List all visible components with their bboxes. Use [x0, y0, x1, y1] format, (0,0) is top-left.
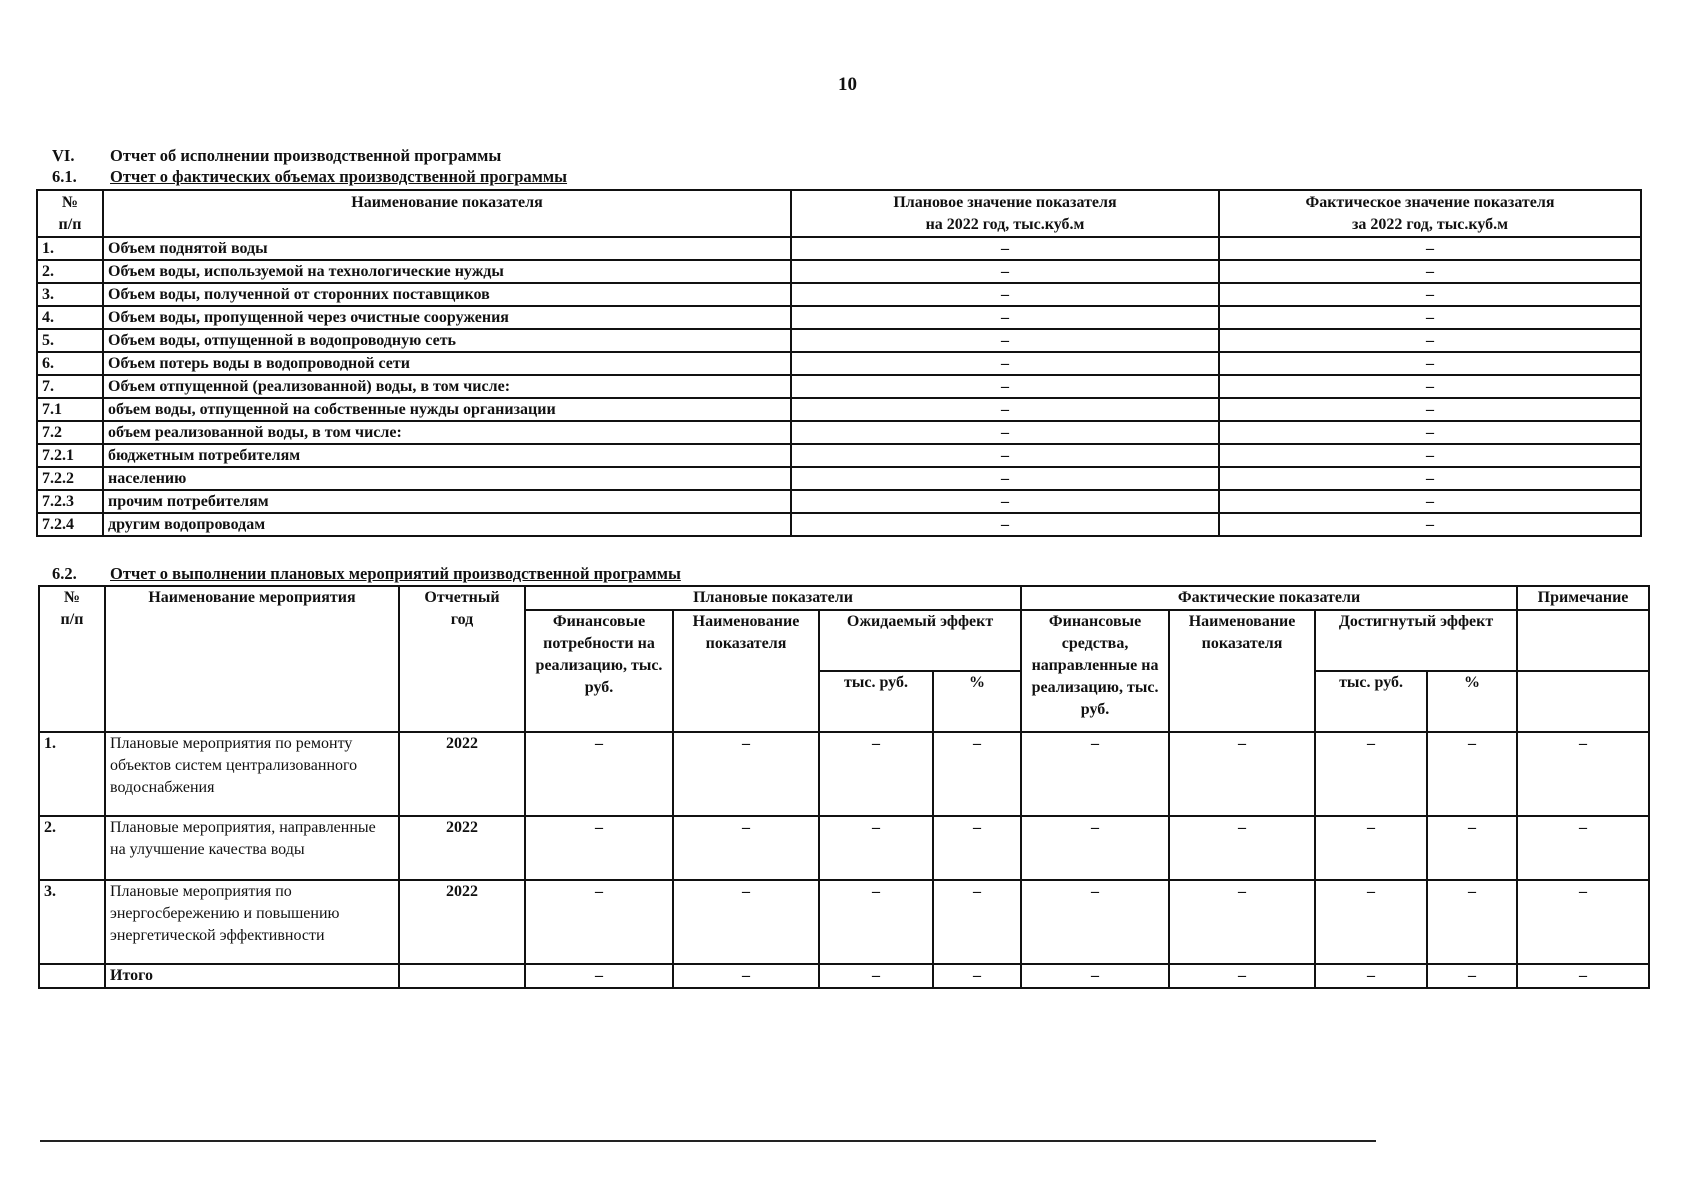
- row-fact-value: –: [1219, 260, 1641, 283]
- row-achieved-effect-pct: –: [1427, 816, 1517, 880]
- table-header-row: [37, 190, 1641, 237]
- row-fact-value: –: [1219, 490, 1641, 513]
- row-plan-value: –: [791, 375, 1219, 398]
- col-header-planned-indicators: Плановые показатели: [525, 586, 1021, 610]
- row-fact-indicator-name: –: [1169, 732, 1315, 816]
- row-number: 3.: [37, 283, 103, 306]
- table-row: [37, 421, 1641, 444]
- row-plan-indicator-name: –: [673, 880, 819, 964]
- row-fact-value: –: [1219, 513, 1641, 536]
- row-report-year: 2022: [399, 816, 525, 880]
- row-fact-financial-means: –: [1021, 816, 1169, 880]
- total-expected-effect-rub: –: [819, 964, 933, 988]
- table-row: [37, 329, 1641, 352]
- row-plan-value: –: [791, 306, 1219, 329]
- row-number: 7.: [37, 375, 103, 398]
- row-number: 7.2.2: [37, 467, 103, 490]
- row-plan-value: –: [791, 398, 1219, 421]
- col-header-number: [39, 586, 105, 732]
- row-plan-value: –: [791, 352, 1219, 375]
- row-plan-value: –: [791, 260, 1219, 283]
- col-header-fact-line1: Фактическое значение показателя: [1305, 194, 1555, 211]
- row-indicator-name: Объем поднятой воды: [103, 237, 791, 260]
- col-header-expected-effect-rub: тыс. руб.: [819, 671, 933, 732]
- total-plan-indicator-name: –: [673, 964, 819, 988]
- total-fact-financial-means: –: [1021, 964, 1169, 988]
- row-fact-value: –: [1219, 467, 1641, 490]
- row-report-year: 2022: [399, 732, 525, 816]
- row-indicator-name: Объем воды, отпущенной в водопроводную сеть: [103, 329, 791, 352]
- col-header-achieved-effect: Достигнутый эффект: [1315, 610, 1517, 671]
- row-fact-value: –: [1219, 237, 1641, 260]
- planned-measures-table: [38, 585, 1650, 989]
- col-header-fact-indicator-name: Наименование показателя: [1169, 610, 1315, 732]
- section-number: VI.: [52, 146, 75, 165]
- col-header-fact-line2: за 2022 год, тыс.куб.м: [1351, 216, 1509, 233]
- row-expected-effect-rub: –: [819, 816, 933, 880]
- row-measure-name: Плановые мероприятия, направленные на улучшение качества воды: [105, 816, 399, 880]
- table-row: [37, 375, 1641, 398]
- row-note: –: [1517, 732, 1649, 816]
- col-header-number-line2: п/п: [60, 611, 84, 628]
- row-indicator-name: Объем потерь воды в водопроводной сети: [103, 352, 791, 375]
- col-header-number: [37, 190, 103, 237]
- row-plan-financial-needs: –: [525, 732, 673, 816]
- row-fact-value: –: [1219, 421, 1641, 444]
- row-fact-financial-means: –: [1021, 880, 1169, 964]
- row-expected-effect-pct: –: [933, 732, 1021, 816]
- table-row: [39, 816, 1649, 880]
- row-plan-value: –: [791, 237, 1219, 260]
- total-number-empty: [39, 964, 105, 988]
- footer-rule: [40, 1140, 1376, 1142]
- section-title: Отчет об исполнении производственной программы: [110, 146, 502, 165]
- row-fact-financial-means: –: [1021, 732, 1169, 816]
- subsection-title-2: Отчет о выполнении плановых мероприятий производственной программы: [110, 564, 681, 583]
- row-indicator-name: прочим потребителям: [103, 490, 791, 513]
- row-plan-value: –: [791, 283, 1219, 306]
- row-indicator-name: Объем воды, пропущенной через очистные сооружения: [103, 306, 791, 329]
- col-header-note-empty: [1517, 610, 1649, 671]
- row-indicator-name: бюджетным потребителям: [103, 444, 791, 467]
- col-header-plan-line1: Плановое значение показателя: [893, 194, 1117, 211]
- col-header-year-line2: год: [450, 611, 474, 628]
- row-fact-value: –: [1219, 283, 1641, 306]
- subsection-heading-2: [52, 564, 681, 584]
- row-plan-value: –: [791, 329, 1219, 352]
- row-plan-financial-needs: –: [525, 880, 673, 964]
- row-fact-value: –: [1219, 444, 1641, 467]
- col-header-plan-financial-needs: Финансовые потребности на реализацию, тыс. руб.: [525, 610, 673, 732]
- row-plan-value: –: [791, 421, 1219, 444]
- row-fact-value: –: [1219, 329, 1641, 352]
- row-indicator-name: объем реализованной воды, в том числе:: [103, 421, 791, 444]
- total-achieved-effect-pct: –: [1427, 964, 1517, 988]
- row-report-year: 2022: [399, 880, 525, 964]
- page-number: 10: [838, 74, 857, 95]
- table-total-row: [39, 964, 1649, 988]
- col-header-year-line1: Отчетный: [424, 589, 500, 606]
- total-fact-indicator-name: –: [1169, 964, 1315, 988]
- col-header-plan-line2: на 2022 год, тыс.куб.м: [925, 216, 1085, 233]
- total-label: Итого: [105, 964, 399, 988]
- row-indicator-name: объем воды, отпущенной на собственные нужды организации: [103, 398, 791, 421]
- row-fact-value: –: [1219, 352, 1641, 375]
- section-heading: [52, 146, 501, 166]
- row-expected-effect-pct: –: [933, 880, 1021, 964]
- col-header-achieved-effect-rub: тыс. руб.: [1315, 671, 1427, 732]
- table-row: [39, 880, 1649, 964]
- table-row: [37, 260, 1641, 283]
- total-note: –: [1517, 964, 1649, 988]
- row-plan-value: –: [791, 513, 1219, 536]
- total-year-empty: [399, 964, 525, 988]
- col-header-expected-effect-pct: %: [933, 671, 1021, 732]
- col-header-plan-indicator-name: Наименование показателя: [673, 610, 819, 732]
- row-number: 4.: [37, 306, 103, 329]
- col-header-number-line1: №: [61, 194, 79, 211]
- row-number: 1.: [37, 237, 103, 260]
- row-plan-financial-needs: –: [525, 816, 673, 880]
- col-header-achieved-effect-pct: %: [1427, 671, 1517, 732]
- row-expected-effect-pct: –: [933, 816, 1021, 880]
- table-row: [37, 398, 1641, 421]
- row-fact-value: –: [1219, 398, 1641, 421]
- subsection-number-1: 6.1.: [52, 167, 77, 186]
- table-row: [37, 283, 1641, 306]
- col-header-actual-indicators: Фактические показатели: [1021, 586, 1517, 610]
- col-header-note-empty-2: [1517, 671, 1649, 732]
- row-number: 7.2.1: [37, 444, 103, 467]
- col-header-fact-value: [1219, 190, 1641, 237]
- row-expected-effect-rub: –: [819, 732, 933, 816]
- col-header-measure-name: Наименование мероприятия: [105, 586, 399, 732]
- col-header-indicator-name: Наименование показателя: [103, 190, 791, 237]
- row-achieved-effect-pct: –: [1427, 880, 1517, 964]
- total-achieved-effect-rub: –: [1315, 964, 1427, 988]
- table-row: [37, 467, 1641, 490]
- row-achieved-effect-rub: –: [1315, 880, 1427, 964]
- table-row: [37, 237, 1641, 260]
- col-header-number-line1: №: [63, 589, 81, 606]
- total-plan-financial-needs: –: [525, 964, 673, 988]
- row-measure-name: Плановые мероприятия по энергосбережению и повышению энергетической эффективности: [105, 880, 399, 964]
- col-header-report-year: [399, 586, 525, 732]
- row-number: 1.: [39, 732, 105, 816]
- row-expected-effect-rub: –: [819, 880, 933, 964]
- row-plan-indicator-name: –: [673, 732, 819, 816]
- row-plan-value: –: [791, 490, 1219, 513]
- total-expected-effect-pct: –: [933, 964, 1021, 988]
- row-indicator-name: Объем воды, используемой на технологические нужды: [103, 260, 791, 283]
- row-fact-indicator-name: –: [1169, 880, 1315, 964]
- col-header-number-line2: п/п: [58, 216, 82, 233]
- row-number: 7.2.4: [37, 513, 103, 536]
- row-achieved-effect-rub: –: [1315, 732, 1427, 816]
- table-row: [37, 490, 1641, 513]
- col-header-note: Примечание: [1517, 586, 1649, 610]
- row-indicator-name: населению: [103, 467, 791, 490]
- row-number: 7.1: [37, 398, 103, 421]
- subsection-number-2: 6.2.: [52, 564, 77, 583]
- actual-volumes-table: [36, 189, 1642, 537]
- row-number: 2.: [37, 260, 103, 283]
- table-row: [39, 732, 1649, 816]
- row-indicator-name: другим водопроводам: [103, 513, 791, 536]
- col-header-expected-effect: Ожидаемый эффект: [819, 610, 1021, 671]
- table-row: [37, 513, 1641, 536]
- col-header-plan-value: [791, 190, 1219, 237]
- col-header-fact-financial-means: Финансовые средства, направленные на реализацию, тыс. руб.: [1021, 610, 1169, 732]
- row-plan-value: –: [791, 467, 1219, 490]
- row-number: 5.: [37, 329, 103, 352]
- row-measure-name: Плановые мероприятия по ремонту объектов систем централизованного водоснабжения: [105, 732, 399, 816]
- row-achieved-effect-rub: –: [1315, 816, 1427, 880]
- table-row: [37, 444, 1641, 467]
- row-fact-value: –: [1219, 306, 1641, 329]
- row-fact-value: –: [1219, 375, 1641, 398]
- row-number: 6.: [37, 352, 103, 375]
- row-number: 7.2.3: [37, 490, 103, 513]
- row-number: 7.2: [37, 421, 103, 444]
- row-plan-value: –: [791, 444, 1219, 467]
- row-indicator-name: Объем отпущенной (реализованной) воды, в том числе:: [103, 375, 791, 398]
- table-row: [37, 352, 1641, 375]
- row-plan-indicator-name: –: [673, 816, 819, 880]
- table-row: [37, 306, 1641, 329]
- subsection-heading-1: [52, 167, 567, 187]
- table-header-row-1: [39, 586, 1649, 610]
- row-note: –: [1517, 880, 1649, 964]
- row-achieved-effect-pct: –: [1427, 732, 1517, 816]
- row-fact-indicator-name: –: [1169, 816, 1315, 880]
- row-note: –: [1517, 816, 1649, 880]
- row-number: 2.: [39, 816, 105, 880]
- row-indicator-name: Объем воды, полученной от сторонних поставщиков: [103, 283, 791, 306]
- row-number: 3.: [39, 880, 105, 964]
- subsection-title-1: Отчет о фактических объемах производственной программы: [110, 167, 568, 186]
